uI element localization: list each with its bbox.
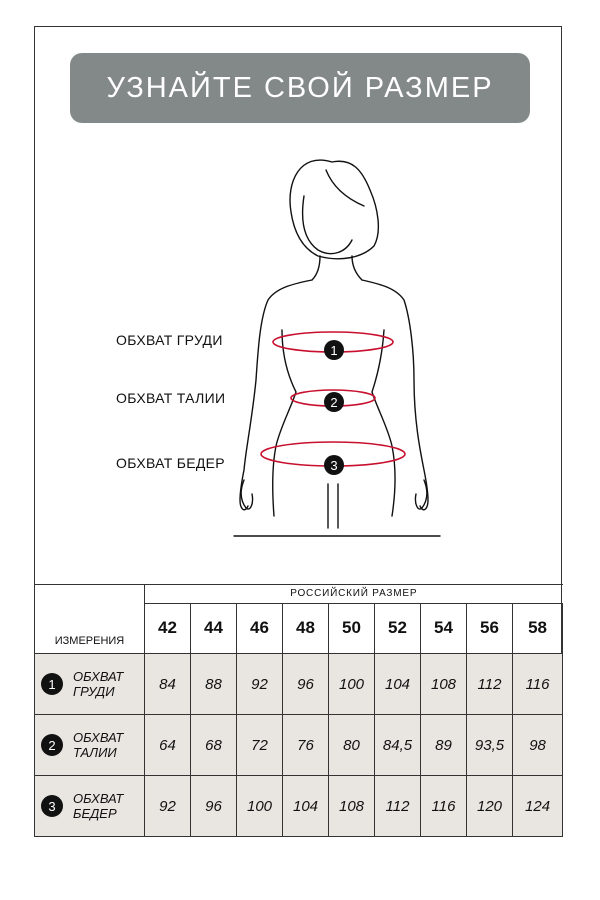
marker-2: [324, 392, 344, 412]
measurements-header: ИЗМЕРЕНИЯ: [35, 585, 145, 654]
value-cell: 100: [329, 654, 375, 715]
table-row-hips: [35, 776, 563, 837]
row-label-line2: БЕДЕР: [73, 806, 117, 821]
marker-1-label: 1: [330, 343, 338, 358]
value-cell: 116: [513, 654, 563, 715]
value-cell: 84: [145, 654, 191, 715]
row-label-line1: ОБХВАТ: [73, 730, 124, 745]
table-row-chest: [35, 654, 563, 715]
value-cell: 96: [283, 654, 329, 715]
row-number-3: 3: [41, 795, 63, 817]
row-label-hips: [35, 776, 145, 837]
value-cell: 100: [237, 776, 283, 837]
size-cell: 50: [329, 603, 375, 653]
value-cell: 120: [467, 776, 513, 837]
row-label-line1: ОБХВАТ: [73, 669, 124, 684]
row-label-chest: [35, 654, 145, 715]
russian-size-header: РОССИЙСКИЙ РАЗМЕР: [145, 585, 563, 604]
value-cell: 93,5: [467, 715, 513, 776]
leg-gap: [328, 484, 338, 528]
marker-3-label: 3: [330, 458, 338, 473]
value-cell: 84,5: [375, 715, 421, 776]
value-cell: 96: [191, 776, 237, 837]
value-cell: 68: [191, 715, 237, 776]
value-cell: 92: [145, 776, 191, 837]
row-label-line2: ТАЛИИ: [73, 745, 117, 760]
row-number-1: 1: [41, 673, 63, 695]
hips-label: ОБХВАТ БЕДЕР: [116, 455, 225, 471]
value-cell: 104: [283, 776, 329, 837]
left-shoulder-arm: [240, 280, 312, 510]
size-cell: 54: [421, 603, 467, 653]
marker-2-label: 2: [330, 395, 338, 410]
marker-1: [324, 340, 344, 360]
neck-left: [312, 256, 320, 280]
value-cell: 108: [421, 654, 467, 715]
size-cell: 56: [467, 603, 513, 653]
table-row-waist: [35, 715, 563, 776]
row-number-2: 2: [41, 734, 63, 756]
face-outline: [303, 196, 352, 254]
value-cell: 112: [467, 654, 513, 715]
value-cell: 92: [237, 654, 283, 715]
value-cell: 116: [421, 776, 467, 837]
value-cell: 98: [513, 715, 563, 776]
size-table: [34, 584, 562, 837]
value-cell: 89: [421, 715, 467, 776]
chest-label: ОБХВАТ ГРУДИ: [116, 332, 223, 348]
marker-3: [324, 455, 344, 475]
value-cell: 88: [191, 654, 237, 715]
value-cell: 76: [283, 715, 329, 776]
value-cell: 64: [145, 715, 191, 776]
size-cell: 46: [237, 603, 283, 653]
right-hand: [415, 480, 426, 509]
row-label-line2: ГРУДИ: [73, 684, 115, 699]
value-cell: 72: [237, 715, 283, 776]
value-cell: 112: [375, 776, 421, 837]
size-cell: 52: [375, 603, 421, 653]
value-cell: 80: [329, 715, 375, 776]
value-cell: 108: [329, 776, 375, 837]
value-cell: 124: [513, 776, 563, 837]
waist-label: ОБХВАТ ТАЛИИ: [116, 390, 226, 406]
torso-right: [372, 330, 395, 516]
row-label-waist: [35, 715, 145, 776]
size-cell: 48: [283, 603, 329, 653]
neck-right: [352, 256, 362, 280]
left-hand: [241, 480, 252, 509]
torso-left: [273, 330, 296, 516]
value-cell: 104: [375, 654, 421, 715]
size-cell: 58: [513, 603, 563, 653]
size-cell: 42: [145, 603, 191, 653]
row-label-line1: ОБХВАТ: [73, 791, 124, 806]
size-cell: 44: [191, 603, 237, 653]
hair-strand: [326, 170, 364, 206]
page-title: УЗНАЙТЕ СВОЙ РАЗМЕР: [106, 71, 494, 104]
